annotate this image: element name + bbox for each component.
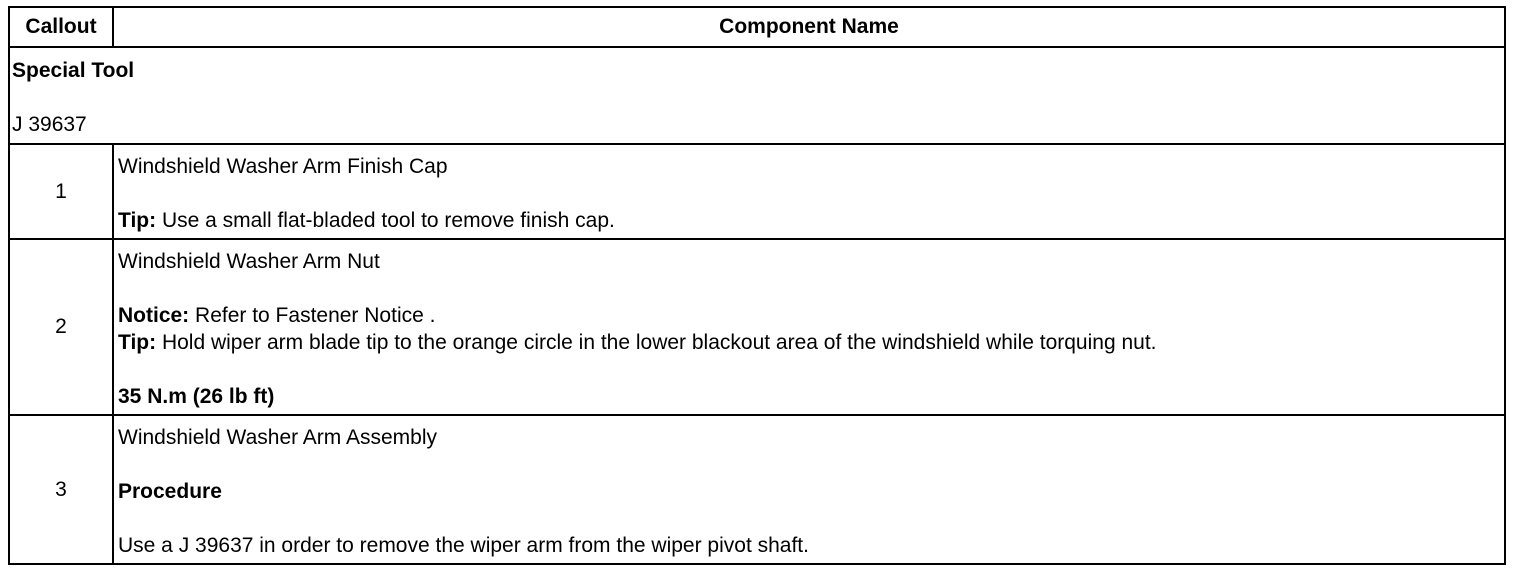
callout-number: 3 xyxy=(9,415,113,564)
table-row xyxy=(9,415,1505,564)
component-table xyxy=(8,6,1506,565)
procedure-text: Use a J 39637 in order to remove the wiper arm from the wiper pivot shaft. xyxy=(118,534,809,557)
table-row xyxy=(9,239,1505,415)
procedure-label: Procedure xyxy=(118,480,222,503)
callout-column-header: Callout xyxy=(9,7,113,47)
component-name-column-header: Component Name xyxy=(113,7,1505,47)
special-tool-title: Special Tool xyxy=(12,59,135,82)
tip-line xyxy=(114,207,1504,234)
notice-label: Notice: xyxy=(118,304,190,327)
component-name: Windshield Washer Arm Finish Cap xyxy=(118,155,448,178)
component-name: Windshield Washer Arm Nut xyxy=(118,250,380,273)
notice-text: Refer to Fastener Notice . xyxy=(189,304,436,327)
component-cell xyxy=(113,144,1505,239)
special-tool-cell xyxy=(9,47,1505,144)
component-cell xyxy=(113,415,1505,564)
tip-label: Tip: xyxy=(118,331,157,354)
tip-line xyxy=(114,329,1504,356)
table-row xyxy=(9,144,1505,239)
tip-text: Hold wiper arm blade tip to the orange circle in the lower blackout area of the windshield while torquing nut. xyxy=(156,331,1157,354)
tip-label: Tip: xyxy=(118,209,157,232)
tip-text: Use a small flat-bladed tool to remove finish cap. xyxy=(156,209,615,232)
special-tool-id: J 39637 xyxy=(12,113,87,136)
special-tool-row xyxy=(9,47,1505,144)
callout-number: 2 xyxy=(9,239,113,415)
notice-line xyxy=(114,302,1504,329)
component-cell xyxy=(113,239,1505,415)
torque-spec: 35 N.m (26 lb ft) xyxy=(118,385,275,408)
component-name: Windshield Washer Arm Assembly xyxy=(118,426,437,449)
callout-number: 1 xyxy=(9,144,113,239)
table-header-row xyxy=(9,7,1505,47)
